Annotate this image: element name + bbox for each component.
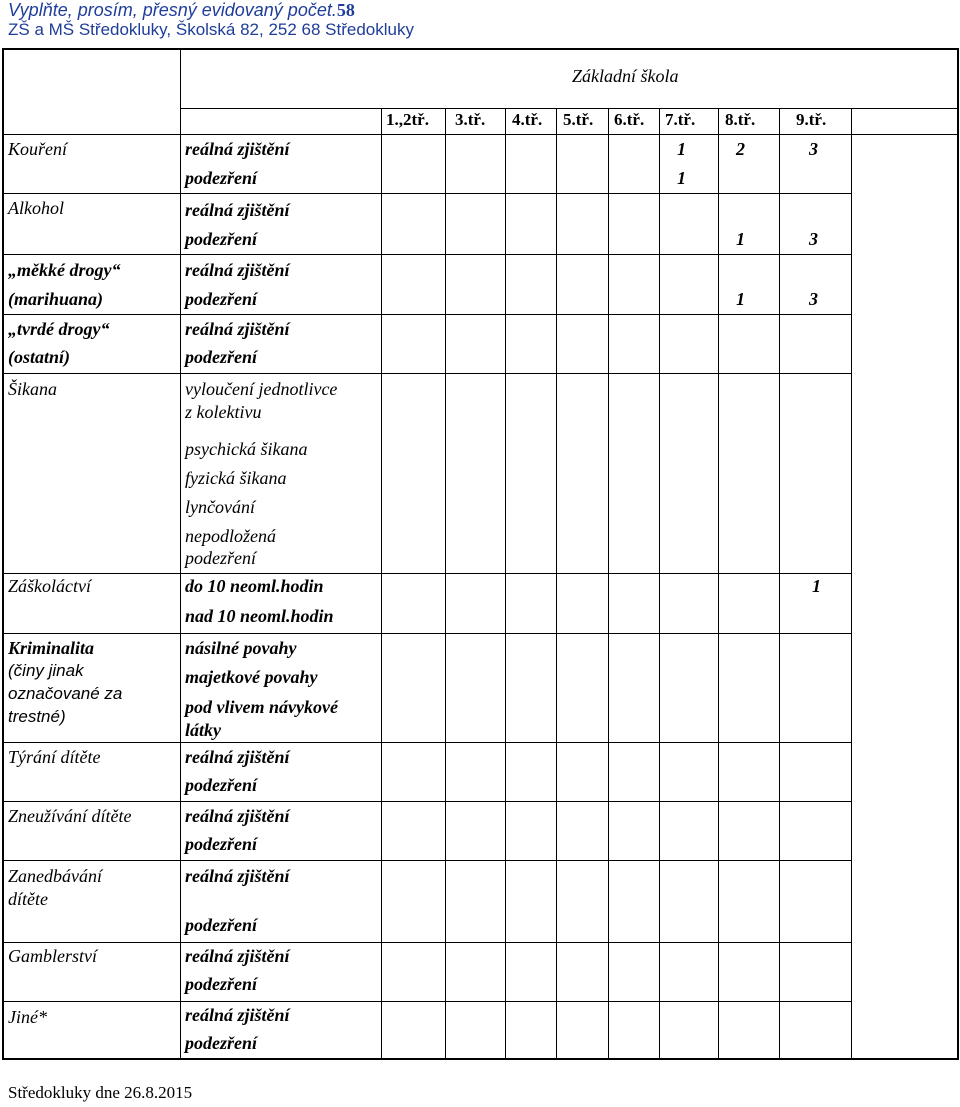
sub-podezreni: podezření <box>185 775 257 795</box>
sub-podezreni: podezření <box>185 974 257 994</box>
value-cell: 3 <box>809 139 818 159</box>
sub-podezreni: podezření <box>185 915 257 935</box>
category-zanedbavani: Zanedbávání <box>8 866 102 886</box>
value-cell: 1 <box>812 576 821 596</box>
sub-podezreni: podezření <box>185 347 257 367</box>
sub-realna-zjisteni: reálná zjištění <box>185 946 290 966</box>
value-cell: 3 <box>809 289 818 309</box>
sub-pod-vlivem-cont: látky <box>185 720 221 740</box>
sub-realna-zjisteni: reálná zjištění <box>185 319 290 339</box>
sub-podezreni: podezření <box>185 168 257 188</box>
category-gamblerstvi: Gamblerství <box>8 946 97 966</box>
grade-header-8: 8.tř. <box>725 110 756 129</box>
sub-realna-zjisteni: reálná zjištění <box>185 806 290 826</box>
place-date: Středokluky dne 26.8.2015 <box>8 1083 193 1102</box>
sub-realna-zjisteni: reálná zjištění <box>185 200 290 220</box>
grade-header-4: 4.tř. <box>512 110 543 129</box>
sub-vylouceni-cont: z kolektivu <box>185 402 262 422</box>
sub-nasilne: násilné povahy <box>185 638 297 658</box>
sub-lyncovani: lynčování <box>185 497 255 517</box>
sub-psychicka-sikana: psychická šikana <box>185 439 308 459</box>
school-level-title: Základní škola <box>572 66 679 86</box>
sub-podezreni: podezření <box>185 1033 257 1053</box>
sub-realna-zjisteni: reálná zjištění <box>185 747 290 767</box>
value-cell: 1 <box>736 289 745 309</box>
value-cell: 1 <box>677 168 686 188</box>
school-address: ZŠ a MŠ Středokluky, Školská 82, 252 68 Středokluky <box>8 20 414 39</box>
sub-realna-zjisteni: reálná zjištění <box>185 139 290 159</box>
category-kriminalita: Kriminalita <box>8 638 95 658</box>
sub-realna-zjisteni: reálná zjištění <box>185 1005 290 1025</box>
category-kriminalita-note: označované za <box>8 684 123 703</box>
grade-header-1-2: 1.,2tř. <box>386 110 429 129</box>
value-cell: 1 <box>736 229 745 249</box>
category-kriminalita-note: (činy jinak <box>8 661 84 680</box>
sub-fyzicka-sikana: fyzická šikana <box>185 468 287 488</box>
sub-podezreni: podezření <box>185 229 257 249</box>
sub-podezreni: podezření <box>185 289 257 309</box>
sub-do10: do 10 neoml.hodin <box>185 576 324 596</box>
grade-header-9: 9.tř. <box>796 110 827 129</box>
sub-realna-zjisteni: reálná zjištění <box>185 866 290 886</box>
value-cell: 1 <box>677 139 686 159</box>
sub-nepodlozena-cont: podezření <box>185 548 256 568</box>
sub-nad10: nad 10 neoml.hodin <box>185 606 334 626</box>
category-koureni: Kouření <box>8 139 68 159</box>
sub-podezreni: podezření <box>185 834 257 854</box>
sub-pod-vlivem: pod vlivem návykové <box>185 697 338 717</box>
instruction-text: Vyplňte, prosím, přesný evidovaný počet. <box>8 0 337 20</box>
category-kriminalita-note: trestné) <box>8 707 66 726</box>
grade-header-6: 6.tř. <box>614 110 645 129</box>
category-tyrani: Týrání dítěte <box>8 747 101 767</box>
sub-realna-zjisteni: reálná zjištění <box>185 260 290 280</box>
grade-header-7: 7.tř. <box>665 110 696 129</box>
category-mekke-drogy: „měkké drogy“ <box>8 260 121 280</box>
value-cell: 2 <box>736 139 745 159</box>
category-zneuzivani: Zneužívání dítěte <box>8 806 132 826</box>
value-cell: 3 <box>809 229 818 249</box>
category-tvrde-drogy-note: (ostatní) <box>8 347 71 367</box>
sub-vylouceni: vyloučení jednotlivce <box>185 379 338 399</box>
category-sikana: Šikana <box>8 379 57 399</box>
category-alkohol: Alkohol <box>8 198 64 218</box>
sub-majetkove: majetkové povahy <box>185 667 318 687</box>
category-zaskolactvi: Záškoláctví <box>8 576 91 596</box>
sub-nepodlozena: nepodložená <box>185 526 276 546</box>
category-mekke-drogy-note: (marihuana) <box>8 289 104 309</box>
category-zanedbavani-cont: dítěte <box>8 889 48 909</box>
category-jine: Jiné* <box>8 1007 47 1027</box>
grade-header-3: 3.tř. <box>455 110 486 129</box>
evidence-count: 58 <box>336 0 355 20</box>
category-tvrde-drogy: „tvrdé drogy“ <box>8 319 110 339</box>
grade-header-5: 5.tř. <box>563 110 594 129</box>
